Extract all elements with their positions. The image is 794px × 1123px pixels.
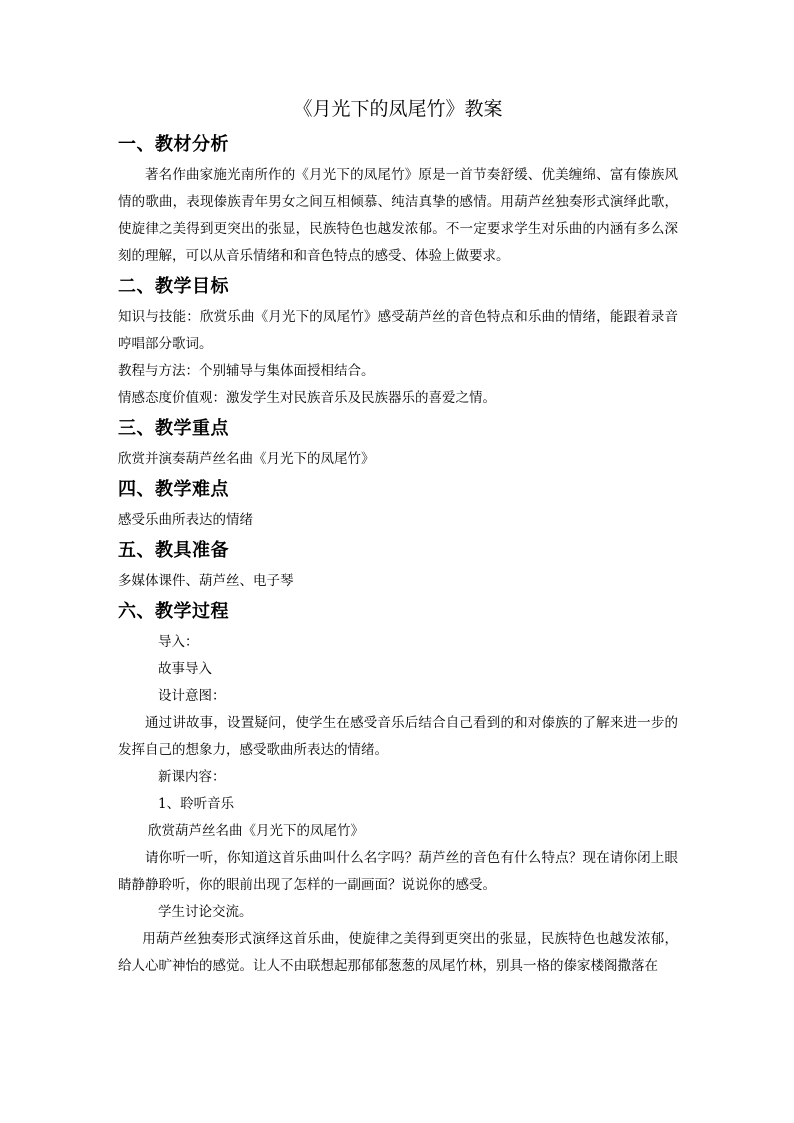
document-page [118,96,678,980]
intro-value: 故事导入 [158,661,212,677]
design-label: 设计意图： [158,688,226,704]
section-heading-materials: 五、教具准备 [118,540,229,561]
student-discussion: 学生讨论交流。 [158,904,253,920]
paragraph-goal-process: 教程与方法：个别辅导与集体面授相结合。 [118,363,375,379]
listening-question: 请你听一听，你知道这首乐曲叫什么名字吗？葫芦丝的音色有什么特点？现在请你闭上眼睛静静聆听，你的眼前出现了怎样的一副画面？说说你的感受。 [118,850,678,893]
step-1-label: 1、聆听音乐 [158,796,235,812]
section-heading-key-points: 三、教学重点 [118,418,229,439]
paragraph-key-points: 欣赏并演奏葫芦丝名曲《月光下的凤尾竹》 [118,451,375,467]
paragraph-goal-knowledge: 知识与技能：欣赏乐曲《月光下的凤尾竹》感受葫芦丝的音色特点和乐曲的情绪，能跟着录音哼唱部分歌词。 [118,309,678,352]
intro-label: 导入： [158,634,199,650]
document-title: 《月光下的凤尾竹》教案 [293,98,503,120]
section-heading-teaching-process: 六、教学过程 [118,601,229,622]
new-content-label: 新课内容： [158,769,226,785]
paragraph-difficulties: 感受乐曲所表达的情绪 [118,512,253,528]
section-heading-teaching-goals: 二、教学目标 [118,276,229,297]
step-1-subtext: 欣赏葫芦丝名曲《月光下的凤尾竹》 [148,823,364,839]
section-heading-material-analysis: 一、教材分析 [118,134,229,155]
design-text: 通过讲故事，设置疑问，使学生在感受音乐后结合自己看到的和对傣族的了解来进一步的发挥自己的想象力，感受歌曲所表达的情绪。 [118,715,678,758]
paragraph-materials: 多媒体课件、葫芦丝、电子琴 [118,573,294,589]
paragraph-material-analysis: 著名作曲家施光南所作的《月光下的凤尾竹》原是一首节奏舒缓、优美缠绵、富有傣族风情的歌曲，表现傣族青年男女之间互相倾慕、纯洁真挚的感情。用葫芦丝独奏形式演绎此歌，使旋律之美得到更突出的张显，民族特色也越发浓郁。不一定要求学生对乐曲的内涵有多么深刻的理解，可以从音乐情绪和和音色特点的感受、体验上做要求。 [118,167,678,264]
section-heading-difficulties: 四、教学难点 [118,479,229,500]
paragraph-goal-emotion: 情感态度价值观：激发学生对民族音乐及民族器乐的喜爱之情。 [118,390,496,406]
final-paragraph: 用葫芦丝独奏形式演绎这首乐曲，使旋律之美得到更突出的张显，民族特色也越发浓郁，给人心旷神怡的感觉。让人不由联想起那郁郁葱葱的凤尾竹林，别具一格的傣家楼阁撒落在 [118,931,678,974]
